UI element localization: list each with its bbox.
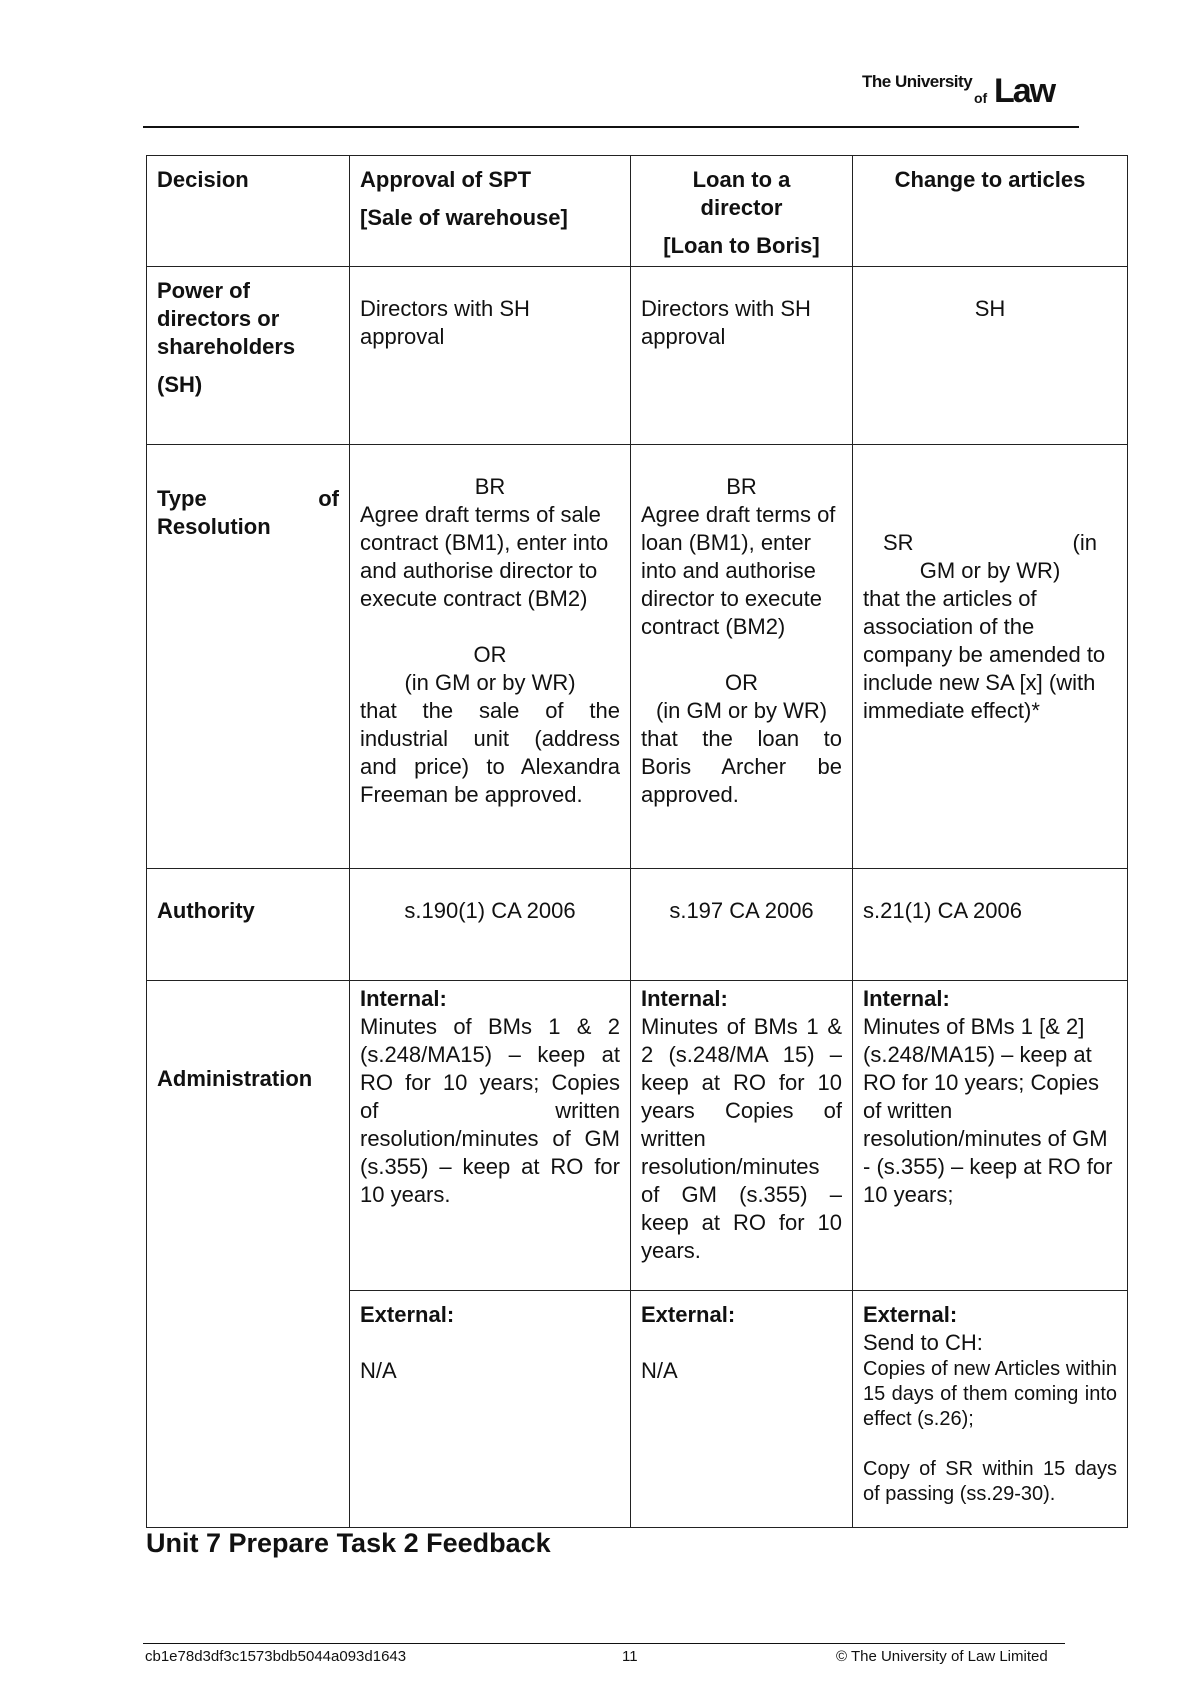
resolution-loan: BR Agree draft terms of loan (BM1), enter into and authorise director to execute contract (BM2) OR (in GM or by WR) that the loan to Boris Archer be approved. xyxy=(631,445,853,869)
admin-spt-external: External: N/A xyxy=(350,1291,631,1528)
authority-label: Authority xyxy=(147,869,350,981)
decision-table xyxy=(146,155,1128,1528)
header-spt-title: Approval of SPT xyxy=(360,167,532,192)
admin-loan-internal: Internal: Minutes of BMs 1 & 2 (s.248/MA 15) – keep at RO for 10 years Copies of written resolution/minutes of GM (s.355) – keep at RO for 10 years. xyxy=(631,981,853,1291)
header-loan-title-2: director xyxy=(700,195,783,220)
copyright-notice: © The University of Law Limited xyxy=(836,1648,1048,1665)
header-divider xyxy=(143,126,1079,128)
administration-label: Administration xyxy=(147,981,350,1528)
resolution-spt: BR Agree draft terms of sale contract (BM1), enter into and authorise director to execute contract (BM2) OR (in GM or by WR) that the sale of the industrial unit (address and price) to Alexandra Freeman be approved. xyxy=(350,445,631,869)
admin-loan-external: External: N/A xyxy=(631,1291,853,1528)
power-loan: Directors with SH approval xyxy=(631,267,853,445)
header-articles: Change to articles xyxy=(853,156,1128,267)
header-loan xyxy=(631,156,853,267)
resolution-label: Type of Resolution xyxy=(147,445,350,869)
header-spt-subtitle: [Sale of warehouse] xyxy=(360,205,568,230)
row-power xyxy=(147,267,1128,445)
authority-articles: s.21(1) CA 2006 xyxy=(853,869,1128,981)
footer-divider xyxy=(143,1643,1065,1644)
page-title: Unit 7 Prepare Task 2 Feedback xyxy=(146,1528,551,1558)
authority-spt: s.190(1) CA 2006 xyxy=(350,869,631,981)
header-spt xyxy=(350,156,631,267)
table-header-row xyxy=(147,156,1128,267)
admin-articles-external: External: Send to CH: Copies of new Articles within 15 days of them coming into effect (s.26); Copy of SR within 15 days of passing (ss.29-30). xyxy=(853,1291,1128,1528)
page-number: 11 xyxy=(622,1648,638,1665)
resolution-articles: SR (in GM or by WR) that the articles of association of the company be amended to include new SA [x] (with immediate effect)* xyxy=(853,445,1128,869)
header-loan-title-1: Loan to a xyxy=(692,167,791,192)
power-label: Power of directors or shareholders (SH) xyxy=(147,267,350,445)
logo-text-law: Law xyxy=(994,72,1055,110)
power-articles: SH xyxy=(853,267,1128,445)
authority-loan: s.197 CA 2006 xyxy=(631,869,853,981)
logo-text-of: of xyxy=(974,90,988,106)
row-administration-internal xyxy=(147,981,1128,1291)
row-resolution xyxy=(147,445,1128,869)
logo-text-university: The University xyxy=(862,72,973,91)
admin-articles-internal: Internal: Minutes of BMs 1 [& 2] (s.248/MA15) – keep at RO for 10 years; Copies of written resolution/minutes of GM - (s.355) – keep at RO for 10 years; xyxy=(853,981,1128,1291)
university-logo xyxy=(862,70,1072,110)
row-authority xyxy=(147,869,1128,981)
header-loan-subtitle: [Loan to Boris] xyxy=(663,233,820,258)
header-decision: Decision xyxy=(147,156,350,267)
power-spt: Directors with SH approval xyxy=(350,267,631,445)
admin-spt-internal: Internal: Minutes of BMs 1 & 2 (s.248/MA15) – keep at RO for 10 years; Copies of written resolution/minutes of GM (s.355) – keep at RO for 10 years. xyxy=(350,981,631,1291)
document-id: cb1e78d3df3c1573bdb5044a093d1643 xyxy=(145,1648,407,1665)
